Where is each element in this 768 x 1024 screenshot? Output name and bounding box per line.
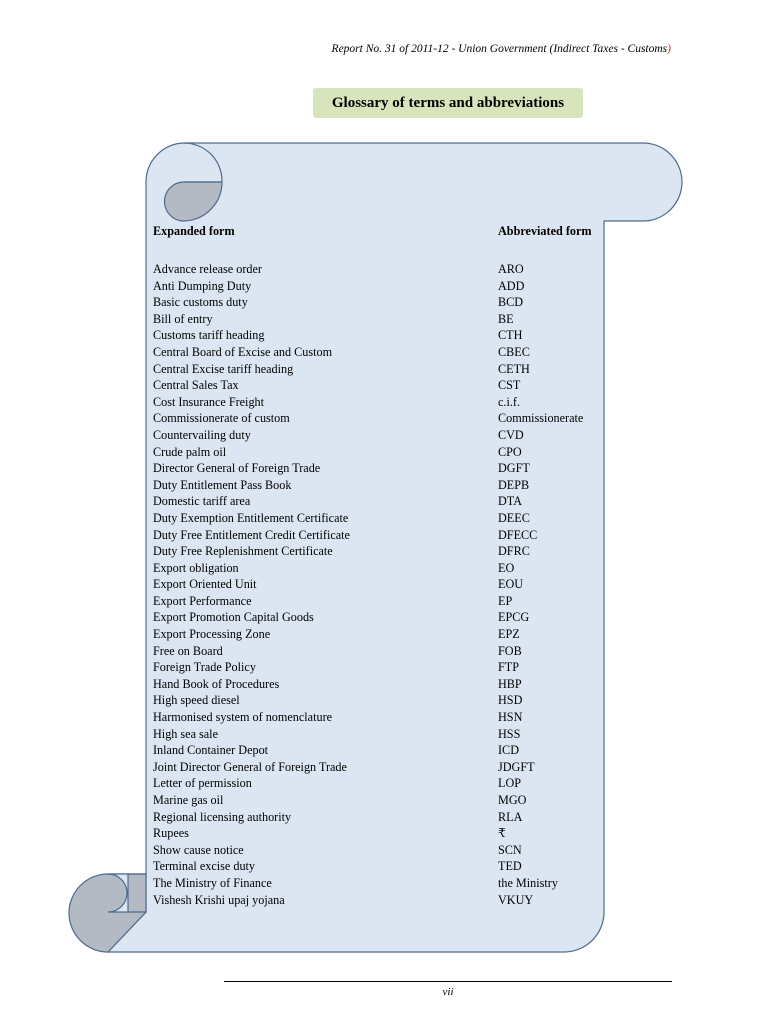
table-row	[153, 626, 603, 643]
expanded-form-cell: Rupees	[153, 826, 189, 841]
expanded-form-cell: Central Board of Excise and Custom	[153, 344, 333, 359]
abbreviated-form-cell: EPZ	[498, 627, 520, 642]
abbreviated-form-cell: DEPB	[498, 477, 530, 492]
table-row	[153, 726, 603, 743]
table-row	[153, 477, 603, 494]
abbreviated-form-cell: EP	[498, 593, 513, 608]
abbreviated-form-cell: Commissionerate	[498, 411, 584, 426]
abbreviated-form-cell: DGFT	[498, 461, 530, 476]
expanded-form-cell: Domestic tariff area	[153, 494, 251, 509]
table-row	[153, 560, 603, 577]
column-header-abbreviated: Abbreviated form	[498, 224, 592, 238]
table-row	[153, 775, 603, 792]
table-row	[153, 278, 603, 295]
expanded-form-cell: Bill of entry	[153, 311, 213, 326]
expanded-form-cell: Show cause notice	[153, 842, 244, 857]
table-row	[153, 609, 603, 626]
glossary-table-header	[153, 223, 603, 261]
abbreviated-form-cell: DTA	[498, 494, 523, 509]
table-row	[153, 510, 603, 527]
abbreviated-form-cell: BE	[498, 311, 514, 326]
abbreviated-form-cell: FTP	[498, 660, 520, 675]
expanded-form-cell: Duty Entitlement Pass Book	[153, 477, 292, 492]
abbreviated-form-cell: c.i.f.	[498, 394, 520, 409]
abbreviated-form-cell: RLA	[498, 809, 523, 824]
abbreviated-form-cell: HSD	[498, 693, 523, 708]
expanded-form-cell: Letter of permission	[153, 776, 252, 791]
table-row	[153, 643, 603, 660]
expanded-form-cell: Basic customs duty	[153, 295, 248, 310]
page-title: Glossary of terms and abbreviations	[331, 94, 565, 111]
abbreviated-form-cell: CVD	[498, 427, 524, 442]
expanded-form-cell: Anti Dumping Duty	[153, 278, 252, 293]
abbreviated-form-cell: CPO	[498, 444, 522, 459]
table-row	[153, 825, 603, 842]
expanded-form-cell: Central Sales Tax	[153, 378, 239, 393]
table-row	[153, 410, 603, 427]
footer-divider	[224, 981, 672, 982]
abbreviated-form-cell: HSN	[498, 710, 523, 725]
abbreviated-form-cell: HBP	[498, 676, 522, 691]
table-row	[153, 444, 603, 461]
abbreviated-form-cell: HSS	[498, 726, 521, 741]
expanded-form-cell: Export Performance	[153, 593, 252, 608]
table-row	[153, 311, 603, 328]
expanded-form-cell: Duty Free Replenishment Certificate	[153, 544, 333, 559]
expanded-form-cell: High speed diesel	[153, 693, 240, 708]
expanded-form-cell: Export Promotion Capital Goods	[153, 610, 314, 625]
glossary-table	[153, 223, 603, 908]
abbreviated-form-cell: EOU	[498, 577, 524, 592]
table-row	[153, 842, 603, 859]
abbreviated-form-cell: CST	[498, 378, 521, 393]
abbreviated-form-cell: LOP	[498, 776, 522, 791]
expanded-form-cell: Marine gas oil	[153, 793, 224, 807]
expanded-form-cell: Terminal excise duty	[153, 859, 256, 874]
abbreviated-form-cell: MGO	[498, 793, 527, 807]
abbreviated-form-cell: DFECC	[498, 527, 538, 542]
table-row	[153, 261, 603, 278]
page-number: vii	[442, 986, 454, 998]
expanded-form-cell: Free on Board	[153, 643, 223, 658]
table-row	[153, 875, 603, 892]
abbreviated-form-cell: BCD	[498, 295, 524, 310]
table-row	[153, 742, 603, 759]
abbreviated-form-cell: EO	[498, 560, 515, 575]
abbreviated-form-cell: ARO	[498, 262, 524, 276]
abbreviated-form-cell: ICD	[498, 743, 519, 758]
table-row	[153, 676, 603, 693]
report-header-closing-paren: )	[667, 43, 671, 55]
column-header-expanded: Expanded form	[153, 224, 235, 238]
expanded-form-cell: Customs tariff heading	[153, 328, 265, 343]
abbreviated-form-cell: the Ministry	[498, 875, 558, 890]
table-row	[153, 344, 603, 361]
table-row	[153, 327, 603, 344]
abbreviated-form-cell: FOB	[498, 643, 522, 658]
expanded-form-cell: Inland Container Depot	[153, 743, 269, 758]
abbreviated-form-cell: CETH	[498, 361, 530, 376]
table-row	[153, 460, 603, 477]
abbreviated-form-cell: TED	[498, 859, 522, 874]
table-row	[153, 361, 603, 378]
abbreviated-form-cell: DEEC	[498, 510, 530, 525]
table-row	[153, 809, 603, 826]
report-header-text: Report No. 31 of 2011-12 - Union Government (Indirect Taxes - Customs	[331, 43, 668, 55]
table-row	[153, 858, 603, 875]
table-row	[153, 394, 603, 411]
table-row	[153, 692, 603, 709]
expanded-form-cell: Advance release order	[153, 262, 262, 276]
table-row	[153, 527, 603, 544]
glossary-rows	[153, 261, 603, 908]
expanded-form-cell: Harmonised system of nomenclature	[153, 710, 333, 725]
table-row	[153, 493, 603, 510]
table-row	[153, 709, 603, 726]
expanded-form-cell: Central Excise tariff heading	[153, 361, 294, 376]
expanded-form-cell: Commissionerate of custom	[153, 411, 290, 426]
table-row	[153, 593, 603, 610]
expanded-form-cell: Vishesh Krishi upaj yojana	[153, 892, 285, 907]
expanded-form-cell: Duty Free Entitlement Credit Certificate	[153, 527, 350, 542]
abbreviated-form-cell: CBEC	[498, 344, 530, 359]
expanded-form-cell: Export Oriented Unit	[153, 577, 257, 592]
abbreviated-form-cell: ₹	[498, 826, 506, 841]
table-row	[153, 377, 603, 394]
expanded-form-cell: Export Processing Zone	[153, 627, 271, 642]
table-row	[153, 294, 603, 311]
expanded-form-cell: The Ministry of Finance	[153, 875, 272, 890]
table-row	[153, 892, 603, 909]
abbreviated-form-cell: JDGFT	[498, 759, 535, 774]
abbreviated-form-cell: SCN	[498, 842, 522, 857]
table-row	[153, 759, 603, 776]
expanded-form-cell: Export obligation	[153, 560, 239, 575]
expanded-form-cell: Countervailing duty	[153, 427, 251, 442]
abbreviated-form-cell: DFRC	[498, 544, 530, 559]
table-row	[153, 792, 603, 809]
expanded-form-cell: Hand Book of Procedures	[153, 676, 280, 691]
table-row	[153, 659, 603, 676]
expanded-form-cell: High sea sale	[153, 726, 218, 741]
abbreviated-form-cell: EPCG	[498, 610, 530, 625]
abbreviated-form-cell: CTH	[498, 328, 523, 343]
abbreviated-form-cell: ADD	[498, 278, 525, 293]
table-row	[153, 576, 603, 593]
table-row	[153, 543, 603, 560]
expanded-form-cell: Director General of Foreign Trade	[153, 461, 321, 476]
expanded-form-cell: Regional licensing authority	[153, 809, 292, 824]
expanded-form-cell: Crude palm oil	[153, 444, 227, 459]
expanded-form-cell: Foreign Trade Policy	[153, 660, 256, 675]
expanded-form-cell: Joint Director General of Foreign Trade	[153, 759, 347, 774]
expanded-form-cell: Cost Insurance Freight	[153, 394, 265, 409]
table-row	[153, 427, 603, 444]
expanded-form-cell: Duty Exemption Entitlement Certificate	[153, 510, 349, 525]
abbreviated-form-cell: VKUY	[498, 892, 534, 907]
